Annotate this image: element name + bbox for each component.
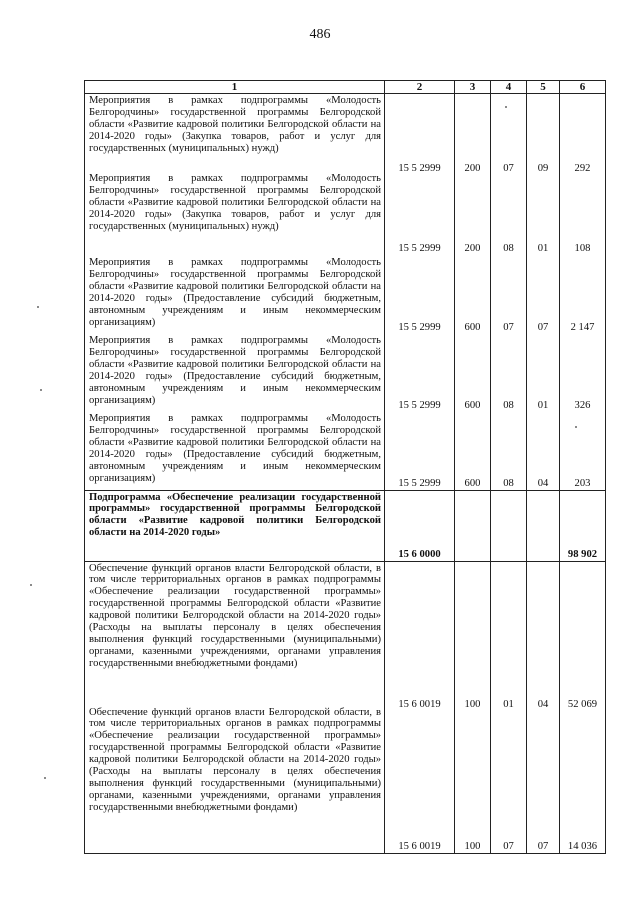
- col6-value: 292: [574, 163, 591, 174]
- description-cell: [85, 561, 385, 853]
- col5-value: 04: [537, 698, 549, 710]
- description-item: Мероприятия в рамках подпрограммы «Молодость Белгородчины» государственной программы Белгородской области «Развитие кадровой политики Белгородской области на 2014-2020 годы» (Предоставление субсидий бюджетным, автономным учреждениям и иным некоммерческим организациям): [89, 413, 381, 484]
- col3-value: 600: [464, 321, 481, 333]
- col4-value: 07: [503, 840, 514, 852]
- code-value: 15 6 0019: [398, 840, 441, 852]
- scan-speck: [30, 584, 32, 586]
- col5-value: 01: [537, 399, 549, 411]
- col4-value: 08: [503, 242, 514, 254]
- scan-speck: [575, 426, 577, 428]
- col6-cell: [560, 561, 606, 853]
- subprogram-col3: [455, 490, 491, 561]
- scan-speck: [44, 777, 46, 779]
- budget-table: [84, 80, 606, 854]
- col5-cell: [527, 94, 560, 491]
- col3-value: 200: [464, 242, 481, 254]
- header-col-1: 1: [85, 81, 385, 94]
- description-item: Обеспечение функций органов власти Белгородской области, в том числе территориальных органов в рамках подпрограммы «Обеспечение реализации государственной программы» государственной программы Белгородской области «Развитие кадровой политики Белгородской области на 2014-2020 годы» (Расходы на выплаты персоналу в целях обеспечения выполнения функций государственными (муниципальными) органами, казенными учреждениями, органами управления государственными внебюджетными фондами): [89, 706, 381, 813]
- col5-value: 09: [537, 163, 549, 174]
- col4-value: 08: [503, 477, 514, 489]
- col5-cell: [527, 561, 560, 853]
- scan-speck: [37, 306, 39, 308]
- col3-cell: [455, 94, 491, 491]
- header-col-3: 3: [455, 81, 491, 94]
- table-row-subprogram: [85, 490, 606, 561]
- col4-value: 07: [503, 163, 514, 174]
- table-row-group-support: [85, 561, 606, 853]
- col4-cell: [491, 94, 527, 491]
- subprogram-code: 15 6 0000: [385, 490, 455, 561]
- col5-value: 07: [537, 321, 549, 333]
- code-value: 15 5 2999: [398, 477, 441, 489]
- col6-value: 2 147: [570, 321, 595, 333]
- code-value: 15 5 2999: [398, 242, 441, 254]
- subprogram-col4: [491, 490, 527, 561]
- subprogram-title: Подпрограмма «Обеспечение реализации государственной программы» государственной программы Белгородской области «Развитие кадровой политики Белгородской области на 2014-2020 годы»: [85, 490, 385, 561]
- page-number: 486: [309, 27, 331, 42]
- code-value: 15 5 2999: [398, 399, 441, 411]
- subprogram-total: 98 902: [560, 490, 606, 561]
- code-cell: [385, 561, 455, 853]
- description-item: Мероприятия в рамках подпрограммы «Молодость Белгородчины» государственной программы Белгородской области «Развитие кадровой политики Белгородской области на 2014-2020 годы» (Закупка товаров, работ и услуг для государственных (муниципальных) нужд): [89, 173, 381, 232]
- col3-value: 200: [464, 163, 481, 174]
- col4-value: 08: [503, 399, 514, 411]
- subprogram-col5: [527, 490, 560, 561]
- header-col-6: 6: [560, 81, 606, 94]
- description-item: Мероприятия в рамках подпрограммы «Молодость Белгородчины» государственной программы Белгородской области «Развитие кадровой политики Белгородской области на 2014-2020 годы» (Предоставление субсидий бюджетным, автономным учреждениям и иным некоммерческим организациям): [89, 257, 381, 328]
- col3-value: 600: [464, 477, 481, 489]
- col6-value: 203: [574, 477, 591, 489]
- col5-value: 07: [537, 840, 549, 852]
- col6-value: 108: [574, 242, 591, 254]
- col3-cell: [455, 561, 491, 853]
- code-cell: [385, 94, 455, 491]
- description-item: Мероприятия в рамках подпрограммы «Молодость Белгородчины» государственной программы Белгородской области «Развитие кадровой политики Белгородской области на 2014-2020 годы» (Предоставление субсидий бюджетным, автономным учреждениям и иным некоммерческим организациям): [89, 335, 381, 406]
- scan-speck: [40, 389, 42, 391]
- col4-value: 07: [503, 321, 514, 333]
- description-item: Обеспечение функций органов власти Белгородской области, в том числе территориальных органов в рамках подпрограммы «Обеспечение реализации государственной программы» государственной программы Белгородской области «Развитие кадровой политики Белгородской области на 2014-2020 годы» (Расходы на выплаты персоналу в целях обеспечения выполнения функций государственными (муниципальными) органами, казенными учреждениями, органами управления государственными внебюджетными фондами): [89, 562, 381, 669]
- header-col-4: 4: [491, 81, 527, 94]
- col6-value: 326: [574, 399, 591, 411]
- header-col-2: 2: [385, 81, 455, 94]
- col6-cell: [560, 94, 606, 491]
- header-col-5: 5: [527, 81, 560, 94]
- col4-cell: [491, 561, 527, 853]
- col6-value: 52 069: [567, 698, 598, 710]
- description-cell: [85, 94, 385, 491]
- code-value: 15 5 2999: [398, 163, 441, 174]
- code-value: 15 5 2999: [398, 321, 441, 333]
- col3-value: 100: [464, 840, 481, 852]
- col3-value: 600: [464, 399, 481, 411]
- col3-value: 100: [464, 698, 481, 710]
- scan-speck: [505, 106, 507, 108]
- code-value: 15 6 0019: [398, 698, 441, 710]
- col5-value: 04: [537, 477, 549, 489]
- table-row-group-youth: [85, 94, 606, 491]
- col5-value: 01: [537, 242, 549, 254]
- col4-value: 01: [503, 698, 514, 710]
- header-row: [85, 81, 606, 94]
- description-item: Мероприятия в рамках подпрограммы «Молодость Белгородчины» государственной программы Белгородской области «Развитие кадровой политики Белгородской области на 2014-2020 годы» (Закупка товаров, работ и услуг для государственных (муниципальных) нужд): [89, 95, 381, 154]
- col6-value: 14 036: [567, 840, 598, 852]
